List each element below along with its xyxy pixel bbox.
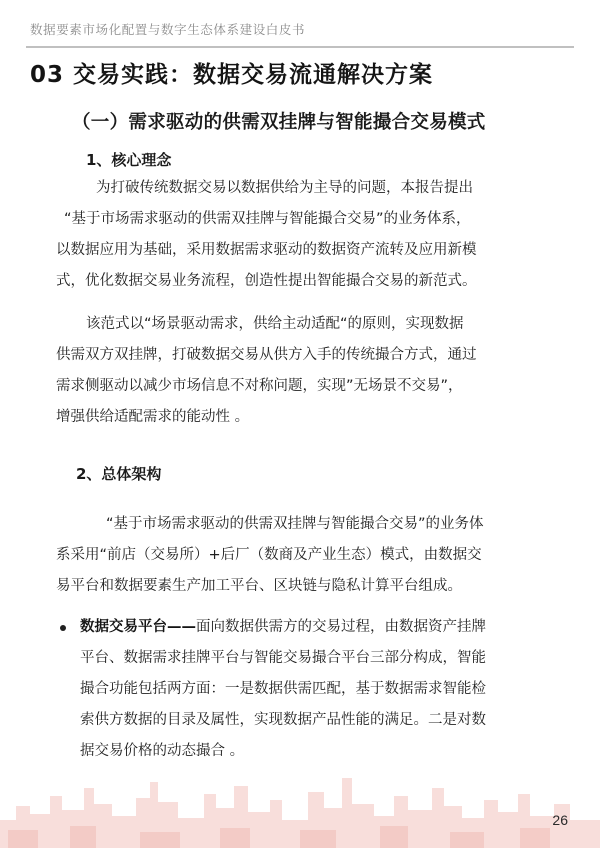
header-divider (26, 46, 574, 48)
text-line: 式，优化数据交易业务流程，创造性提出智能撮合交易的新范式。 (56, 273, 477, 289)
core-concept-heading: 1、核心理念 (86, 151, 172, 169)
bullet-icon (60, 625, 66, 631)
bullet-first-line: 面向数据供需方的交易过程，由数据资产挂牌 (196, 619, 486, 635)
text-line: 平台、数据需求挂牌平台与智能交易撮合平台三部分构成，智能 (80, 650, 486, 666)
bullet-trading-platform (80, 612, 560, 767)
architecture-heading: 2、总体架构 (76, 465, 162, 483)
text-line: 该范式以“场景驱动需求，供给主动适配“的原则，实现数据 (86, 316, 464, 332)
text-line: 需求侧驱动以减少市场信息不对称问题，实现”无场景不交易”， (56, 378, 463, 394)
text-line: “基于市场需求驱动的供需双挂牌与智能撮合交易”的业务体系， (64, 211, 471, 227)
architecture-paragraph (56, 509, 556, 602)
page-number: 26 (552, 812, 568, 828)
text-line: 撮合功能包括两方面：一是数据供需匹配，基于数据需求智能检 (80, 681, 486, 697)
text-line: 易平台和数据要素生产加工平台、区块链与隐私计算平台组成。 (56, 578, 462, 594)
bullet-term: 数据交易平台—— (80, 619, 196, 635)
text-line (80, 612, 560, 643)
text-line: 系采用“前店（交易所）+后厂（数商及产业生态）模式，由数据交 (56, 547, 482, 563)
text-line: 为打破传统数据交易以数据供给为主导的问题，本报告提出 (96, 180, 473, 196)
chapter-title: 03 交易实践：数据交易流通解决方案 (30, 62, 434, 88)
running-header: 数据要素市场化配置与数字生态体系建设白皮书 (30, 22, 306, 37)
text-line: 据交易价格的动态撮合 。 (80, 743, 245, 759)
section-title: （一）需求驱动的供需双挂牌与智能撮合交易模式 (72, 112, 486, 133)
text-line: 以数据应用为基础，采用数据需求驱动的数据资产流转及应用新模 (56, 242, 477, 258)
text-line: 供需双方双挂牌，打破数据交易从供方入手的传统撮合方式，通过 (56, 347, 477, 363)
core-concept-paragraph-2 (56, 309, 556, 433)
city-skyline-watermark (0, 758, 600, 848)
text-line: “基于市场需求驱动的供需双挂牌与智能撮合交易”的业务体 (106, 516, 484, 532)
core-concept-paragraph-1 (56, 173, 556, 297)
text-line: 索供方数据的目录及属性，实现数据产品性能的满足。二是对数 (80, 712, 486, 728)
text-line: 增强供给适配需求的能动性 。 (56, 409, 250, 425)
